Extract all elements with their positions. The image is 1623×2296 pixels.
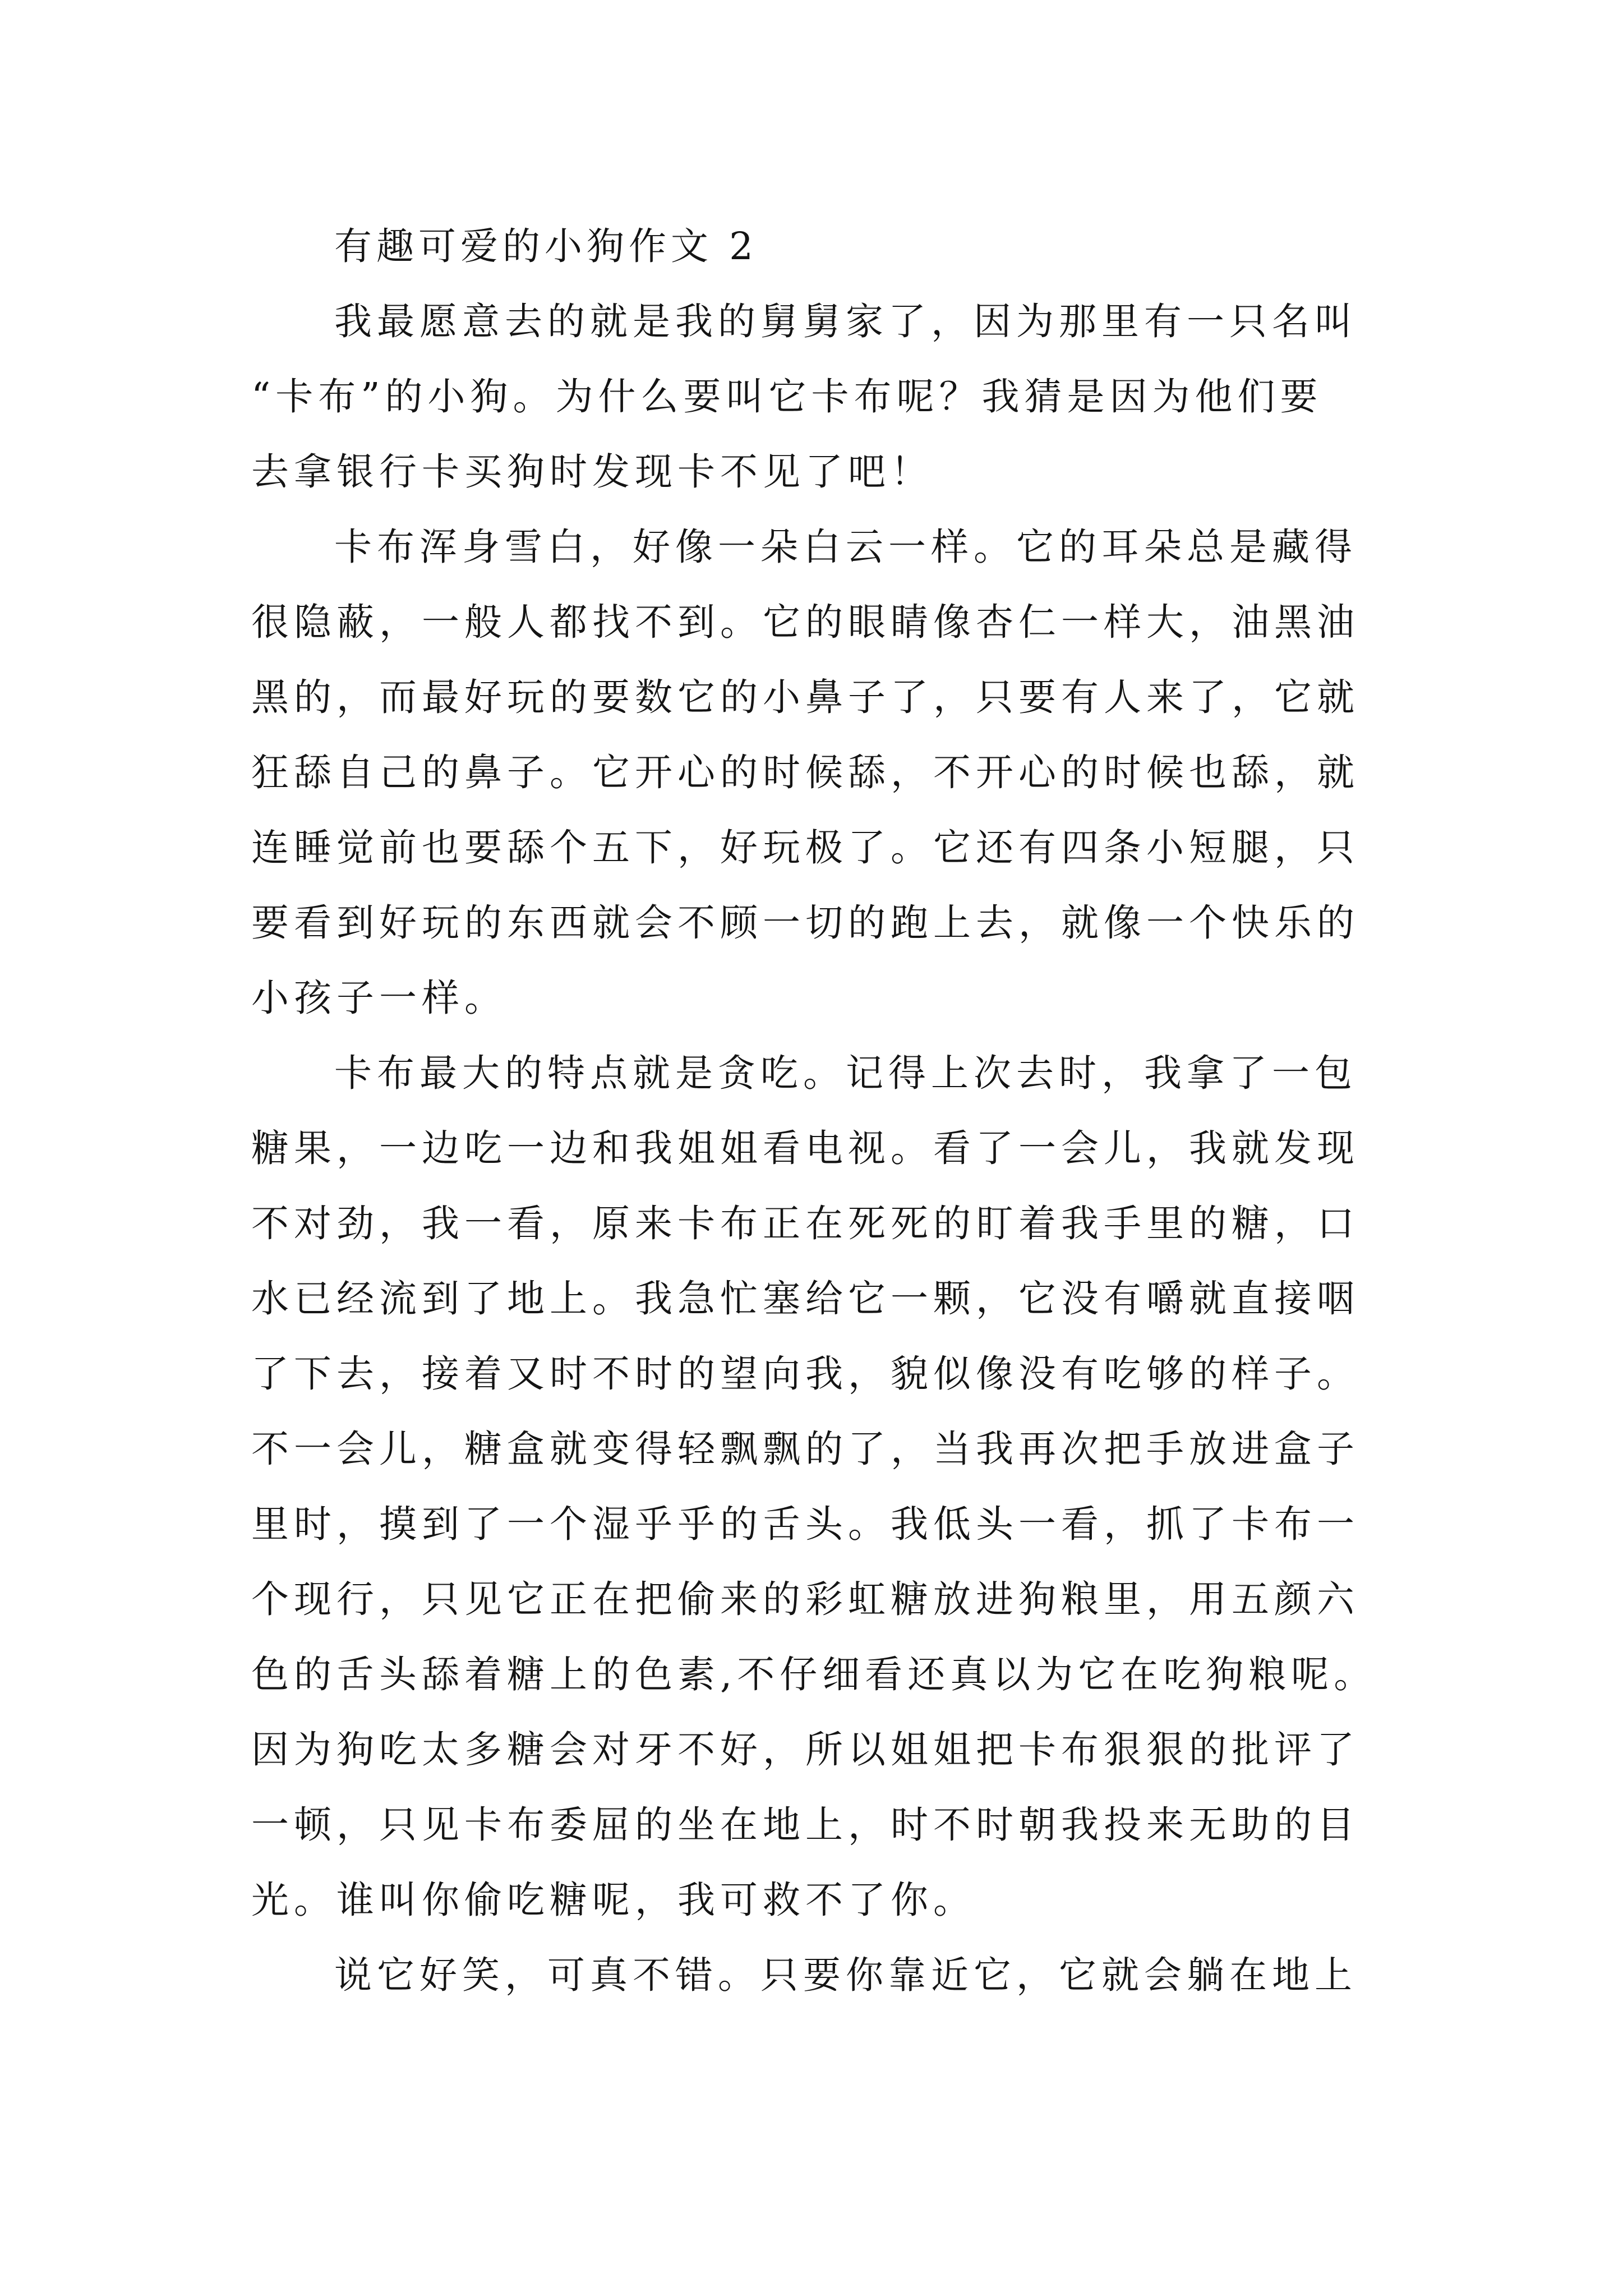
- text-line: 连睡觉前也要舔个五下，好玩极了。它还有四条小短腿，只: [251, 826, 1359, 869]
- text-line: 里时，摸到了一个湿乎乎的舌头。我低头一看，抓了卡布一: [251, 1502, 1359, 1546]
- text-line: 卡布浑身雪白，好像一朵白云一样。它的耳朵总是藏得: [334, 525, 1357, 569]
- text-line: 很隐蔽，一般人都找不到。它的眼睛像杏仁一样大，油黑油: [251, 600, 1359, 644]
- essay-title: 有趣可爱的小狗作文 2: [334, 224, 758, 268]
- text-line: 不对劲，我一看，原来卡布正在死死的盯着我手里的糖，口: [251, 1202, 1359, 1245]
- essay-body: [251, 209, 1377, 2013]
- text-line: 了下去，接着又时不时的望向我，貌似像没有吃够的样子。: [251, 1352, 1359, 1396]
- text-line: 小孩子一样。: [251, 976, 507, 1020]
- text-line: 因为狗吃太多糖会对牙不好，所以姐姐把卡布狠狠的批评了: [251, 1728, 1359, 1772]
- text-line: 光。谁叫你偷吃糖呢，我可救不了你。: [251, 1878, 976, 1922]
- text-line: 色的舌头舔着糖上的色素,不仔细看还真以为它在吃狗粮呢。: [251, 1653, 1377, 1696]
- text-line: “卡布”的小狗。为什么要叫它卡布呢？我猜是因为他们要: [251, 375, 1323, 418]
- text-line: 狂舔自己的鼻子。它开心的时候舔，不开心的时候也舔，就: [251, 751, 1359, 794]
- text-line: 个现行，只见它正在把偷来的彩虹糖放进狗粮里，用五颜六: [251, 1577, 1359, 1621]
- text-line: 去拿银行卡买狗时发现卡不见了吧！: [251, 450, 933, 494]
- essay-lines: [251, 284, 1377, 2013]
- text-line: 不一会儿，糖盒就变得轻飘飘的了，当我再次把手放进盒子: [251, 1427, 1359, 1471]
- text-line: 卡布最大的特点就是贪吃。记得上次去时，我拿了一包: [334, 1051, 1357, 1095]
- text-line: 糖果，一边吃一边和我姐姐看电视。看了一会儿，我就发现: [251, 1126, 1359, 1170]
- text-line: 说它好笑，可真不错。只要你靠近它，它就会躺在地上: [334, 1953, 1357, 1997]
- text-line: 黑的，而最好玩的要数它的小鼻子了，只要有人来了，它就: [251, 675, 1359, 719]
- text-line: 要看到好玩的东西就会不顾一切的跑上去，就像一个快乐的: [251, 901, 1359, 945]
- text-line: 水已经流到了地上。我急忙塞给它一颗，它没有嚼就直接咽: [251, 1277, 1359, 1320]
- text-line: 我最愿意去的就是我的舅舅家了，因为那里有一只名叫: [334, 300, 1357, 343]
- text-line: 一顿，只见卡布委屈的坐在地上，时不时朝我投来无助的目: [251, 1803, 1359, 1847]
